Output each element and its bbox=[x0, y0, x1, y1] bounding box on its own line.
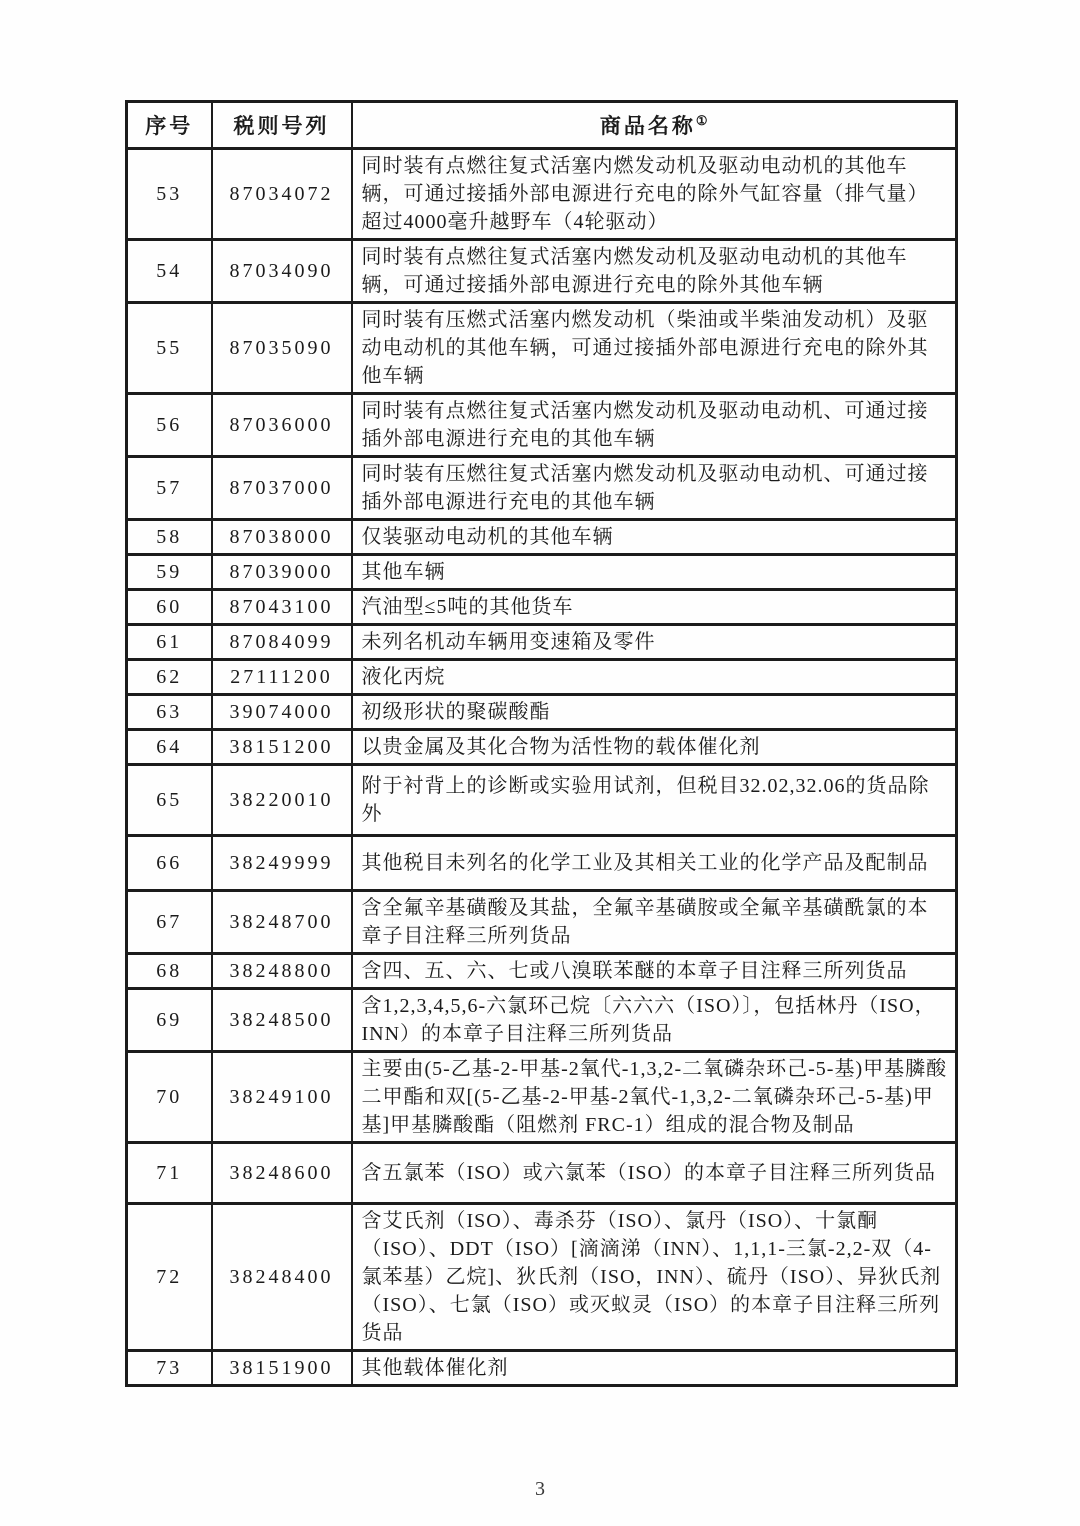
cell-product-name: 同时装有点燃往复式活塞内燃发动机及驱动电动机的其他车辆，可通过接插外部电源进行充电的除外其他车辆 bbox=[352, 240, 957, 303]
cell-tariff-code: 38249100 bbox=[212, 1052, 352, 1143]
cell-product-name: 含全氟辛基磺酸及其盐，全氟辛基磺胺或全氟辛基磺酰氯的本章子目注释三所列货品 bbox=[352, 891, 957, 954]
col-header-product-name bbox=[352, 102, 957, 149]
table-row bbox=[127, 836, 957, 891]
col-header-tariff-code: 税则号列 bbox=[212, 102, 352, 149]
cell-product-name: 同时装有点燃往复式活塞内燃发动机及驱动电动机、可通过接插外部电源进行充电的其他车辆 bbox=[352, 394, 957, 457]
cell-serial-number: 62 bbox=[127, 660, 212, 695]
table-row bbox=[127, 695, 957, 730]
table-row bbox=[127, 303, 957, 394]
cell-tariff-code: 38249999 bbox=[212, 836, 352, 891]
cell-product-name: 以贵金属及其化合物为活性物的载体催化剂 bbox=[352, 730, 957, 765]
cell-serial-number: 59 bbox=[127, 555, 212, 590]
table-row bbox=[127, 730, 957, 765]
col-header-serial-number: 序号 bbox=[127, 102, 212, 149]
cell-tariff-code: 38220010 bbox=[212, 765, 352, 836]
cell-product-name: 其他车辆 bbox=[352, 555, 957, 590]
table-row bbox=[127, 555, 957, 590]
cell-tariff-code: 87037000 bbox=[212, 457, 352, 520]
cell-serial-number: 53 bbox=[127, 149, 212, 240]
table-row bbox=[127, 520, 957, 555]
cell-product-name: 液化丙烷 bbox=[352, 660, 957, 695]
tariff-table bbox=[125, 100, 958, 1387]
table-row bbox=[127, 954, 957, 989]
cell-product-name: 汽油型≤5吨的其他货车 bbox=[352, 590, 957, 625]
cell-tariff-code: 38248500 bbox=[212, 989, 352, 1052]
cell-product-name: 主要由(5-乙基-2-甲基-2氧代-1,3,2-二氧磷杂环己-5-基)甲基膦酸二甲酯和双[(5-乙基-2-甲基-2氧代-1,3,2-二氧磷杂环己-5-基)甲基]甲基膦酸酯（阻燃剂 FRC-1）组成的混合物及制品 bbox=[352, 1052, 957, 1143]
cell-tariff-code: 38248800 bbox=[212, 954, 352, 989]
cell-tariff-code: 38248700 bbox=[212, 891, 352, 954]
cell-serial-number: 68 bbox=[127, 954, 212, 989]
tariff-table-body bbox=[127, 149, 957, 1386]
footnote-marker: ① bbox=[695, 113, 708, 128]
cell-serial-number: 64 bbox=[127, 730, 212, 765]
cell-product-name: 仅装驱动电动机的其他车辆 bbox=[352, 520, 957, 555]
cell-tariff-code: 87039000 bbox=[212, 555, 352, 590]
table-row bbox=[127, 1204, 957, 1351]
cell-product-name: 含艾氏剂（ISO）、毒杀芬（ISO）、氯丹（ISO）、十氯酮（ISO）、DDT（ISO）[滴滴涕（INN）、1,1,1-三氯-2,2-双（4-氯苯基）乙烷]、狄氏剂（ISO，INN）、硫丹（ISO）、异狄氏剂（ISO）、七氯（ISO）或灭蚁灵（ISO）的本章子目注释三所列货品 bbox=[352, 1204, 957, 1351]
table-row bbox=[127, 240, 957, 303]
cell-serial-number: 72 bbox=[127, 1204, 212, 1351]
cell-product-name: 含五氯苯（ISO）或六氯苯（ISO）的本章子目注释三所列货品 bbox=[352, 1143, 957, 1204]
table-row bbox=[127, 1351, 957, 1386]
cell-serial-number: 66 bbox=[127, 836, 212, 891]
cell-product-name: 同时装有点燃往复式活塞内燃发动机及驱动电动机的其他车辆，可通过接插外部电源进行充电的除外气缸容量（排气量）超过4000毫升越野车（4轮驱动） bbox=[352, 149, 957, 240]
page-number: 3 bbox=[535, 1478, 545, 1500]
table-row bbox=[127, 394, 957, 457]
cell-serial-number: 56 bbox=[127, 394, 212, 457]
cell-product-name: 初级形状的聚碳酸酯 bbox=[352, 695, 957, 730]
table-row bbox=[127, 1052, 957, 1143]
cell-tariff-code: 87036000 bbox=[212, 394, 352, 457]
cell-tariff-code: 39074000 bbox=[212, 695, 352, 730]
cell-tariff-code: 87043100 bbox=[212, 590, 352, 625]
cell-serial-number: 63 bbox=[127, 695, 212, 730]
cell-tariff-code: 38151200 bbox=[212, 730, 352, 765]
cell-tariff-code: 87084099 bbox=[212, 625, 352, 660]
table-row bbox=[127, 660, 957, 695]
cell-tariff-code: 27111200 bbox=[212, 660, 352, 695]
cell-serial-number: 67 bbox=[127, 891, 212, 954]
cell-product-name: 附于衬背上的诊断或实验用试剂，但税目32.02,32.06的货品除外 bbox=[352, 765, 957, 836]
table-row bbox=[127, 625, 957, 660]
cell-serial-number: 65 bbox=[127, 765, 212, 836]
table-row bbox=[127, 457, 957, 520]
cell-product-name: 未列名机动车辆用变速箱及零件 bbox=[352, 625, 957, 660]
cell-serial-number: 55 bbox=[127, 303, 212, 394]
header-row bbox=[127, 102, 957, 149]
cell-tariff-code: 87035090 bbox=[212, 303, 352, 394]
cell-serial-number: 61 bbox=[127, 625, 212, 660]
cell-serial-number: 60 bbox=[127, 590, 212, 625]
cell-serial-number: 71 bbox=[127, 1143, 212, 1204]
table-row bbox=[127, 1143, 957, 1204]
col-header-product-name-text: 商品名称 bbox=[599, 114, 696, 138]
cell-tariff-code: 87038000 bbox=[212, 520, 352, 555]
tariff-table-header bbox=[127, 102, 957, 149]
cell-product-name: 含1,2,3,4,5,6-六氯环己烷〔六六六（ISO）〕，包括林丹（ISO，INN）的本章子目注释三所列货品 bbox=[352, 989, 957, 1052]
table-row bbox=[127, 989, 957, 1052]
cell-serial-number: 57 bbox=[127, 457, 212, 520]
cell-serial-number: 73 bbox=[127, 1351, 212, 1386]
cell-product-name: 其他税目未列名的化学工业及其相关工业的化学产品及配制品 bbox=[352, 836, 957, 891]
table-row bbox=[127, 891, 957, 954]
cell-tariff-code: 87034090 bbox=[212, 240, 352, 303]
cell-serial-number: 54 bbox=[127, 240, 212, 303]
table-row bbox=[127, 765, 957, 836]
cell-product-name: 含四、五、六、七或八溴联苯醚的本章子目注释三所列货品 bbox=[352, 954, 957, 989]
cell-tariff-code: 38248400 bbox=[212, 1204, 352, 1351]
cell-product-name: 其他载体催化剂 bbox=[352, 1351, 957, 1386]
cell-serial-number: 69 bbox=[127, 989, 212, 1052]
cell-product-name: 同时装有压燃往复式活塞内燃发动机及驱动电动机、可通过接插外部电源进行充电的其他车辆 bbox=[352, 457, 957, 520]
table-row bbox=[127, 149, 957, 240]
cell-product-name: 同时装有压燃式活塞内燃发动机（柴油或半柴油发动机）及驱动电动机的其他车辆，可通过接插外部电源进行充电的除外其他车辆 bbox=[352, 303, 957, 394]
cell-serial-number: 70 bbox=[127, 1052, 212, 1143]
cell-serial-number: 58 bbox=[127, 520, 212, 555]
table-row bbox=[127, 590, 957, 625]
cell-tariff-code: 38248600 bbox=[212, 1143, 352, 1204]
cell-tariff-code: 38151900 bbox=[212, 1351, 352, 1386]
cell-tariff-code: 87034072 bbox=[212, 149, 352, 240]
